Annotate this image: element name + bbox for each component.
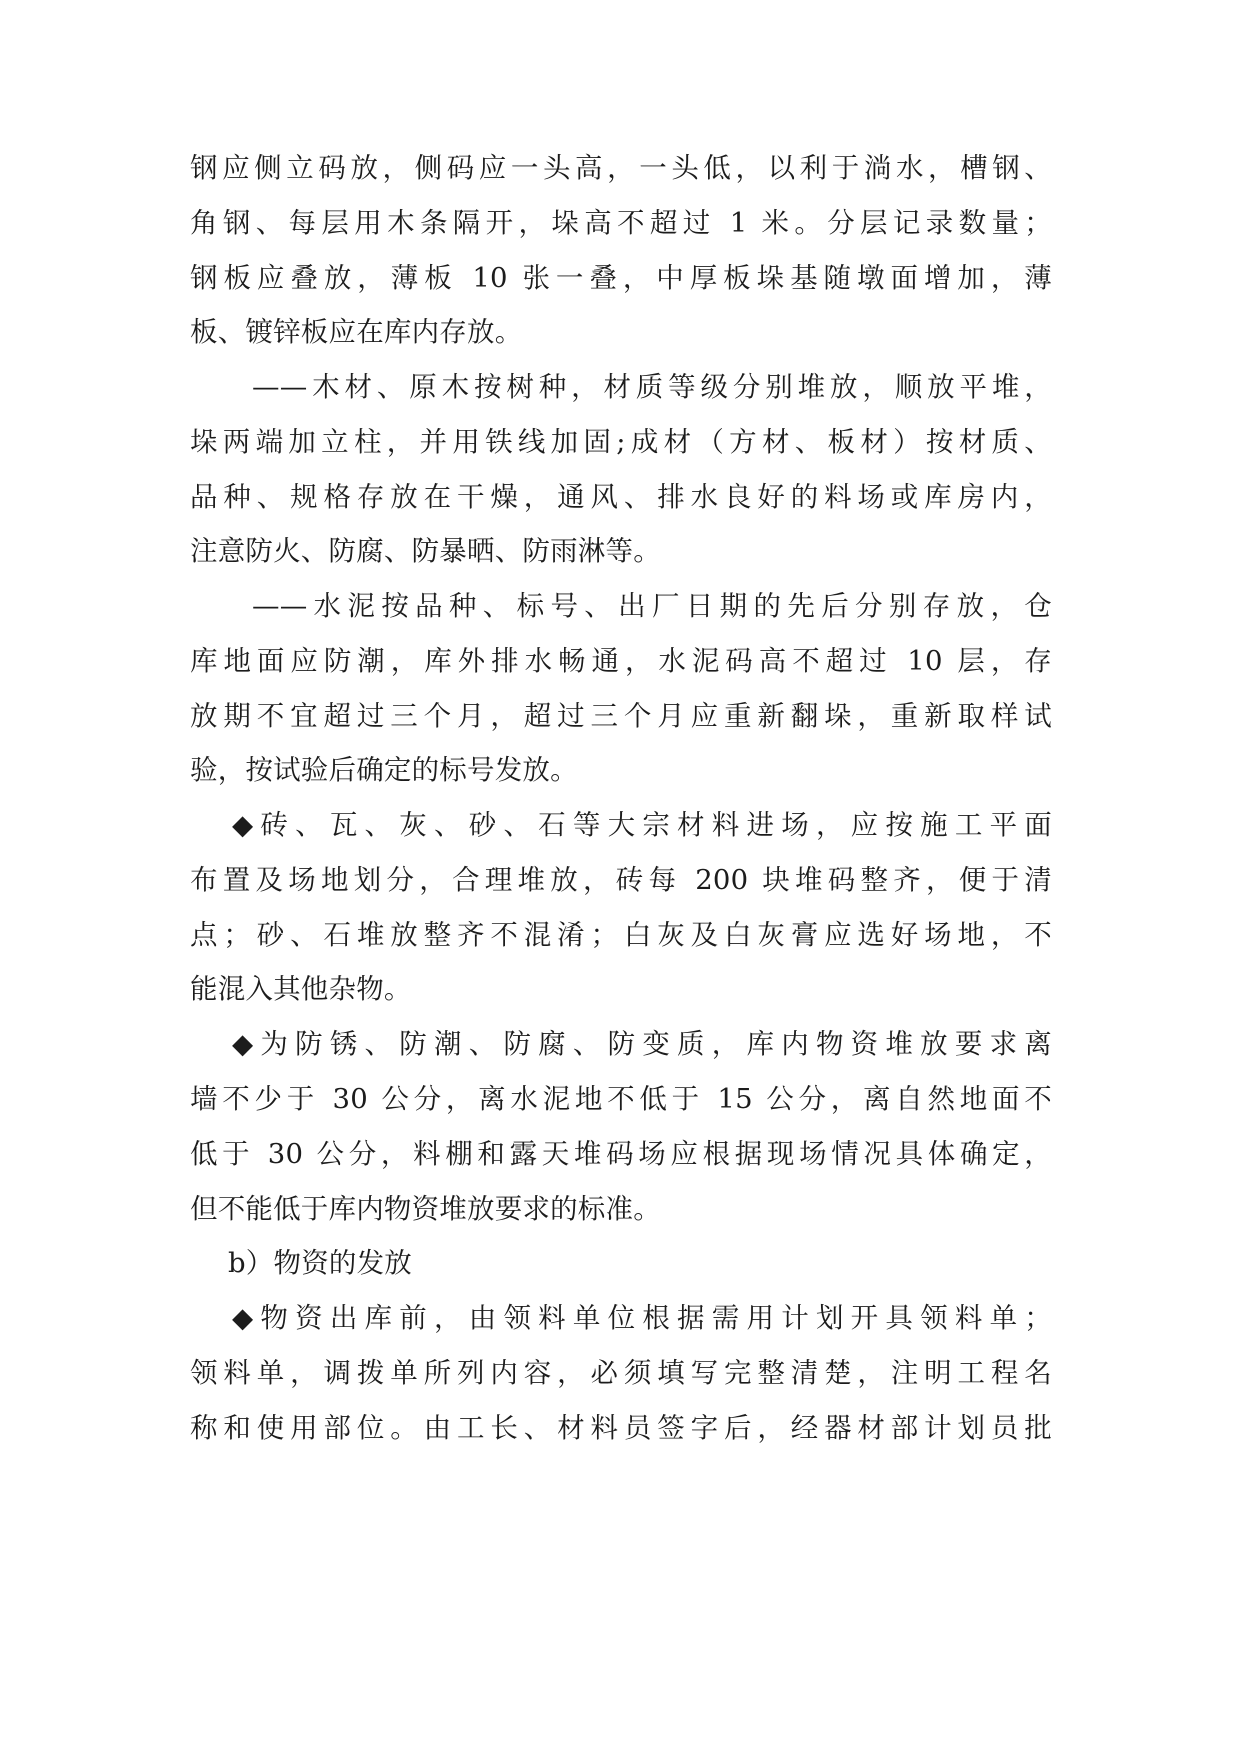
text-line: 墙不少于 30 公分，离水泥地不低于 15 公分，离自然地面不	[190, 1083, 1052, 1116]
text-line: 领料单，调拨单所列内容，必须填写完整清楚，注明工程名	[190, 1356, 1052, 1389]
text-line: 垛两端加立柱，并用铁线加固;成材（方材、板材）按材质、	[190, 425, 1052, 458]
body-text	[190, 141, 1052, 1455]
text-line: 库地面应防潮，库外排水畅通，水泥码高不超过 10 层，存	[190, 644, 1052, 677]
text-line: ◆为防锈、防潮、防腐、防变质，库内物资堆放要求离	[232, 1028, 1052, 1061]
text-line: 布置及场地划分，合理堆放，砖每 200 块堆码整齐，便于清	[190, 863, 1052, 896]
text-line: ——木材、原木按树种，材质等级分别堆放，顺放平堆，	[252, 371, 1052, 404]
paragraph-storage-clearance	[190, 1017, 1052, 1236]
paragraph-bulk-materials	[190, 798, 1052, 1017]
section-heading-material-issue	[190, 1236, 1052, 1291]
paragraph-steel-stacking	[190, 141, 1052, 360]
text-line: 放期不宜超过三个月，超过三个月应重新翻垛，重新取样试	[190, 699, 1052, 732]
text-line: 板、镀锌板应在库内存放。	[190, 316, 523, 349]
paragraph-timber-storage	[190, 360, 1052, 579]
text-line: ◆物资出库前，由领料单位根据需用计划开具领料单；	[232, 1302, 1052, 1335]
text-line: 能混入其他杂物。	[190, 973, 412, 1006]
section-heading: b）物资的发放	[228, 1247, 413, 1280]
paragraph-material-issue	[190, 1291, 1052, 1455]
text-line: ◆砖、瓦、灰、砂、石等大宗材料进场，应按施工平面	[232, 809, 1052, 842]
text-line: 验，按试验后确定的标号发放。	[190, 754, 578, 787]
text-line: 钢应侧立码放，侧码应一头高，一头低，以利于淌水，槽钢、	[190, 152, 1052, 184]
text-line: 注意防火、防腐、防暴晒、防雨淋等。	[190, 535, 661, 568]
text-line: 钢板应叠放，薄板 10 张一叠，中厚板垛基随墩面增加，薄	[190, 261, 1052, 294]
text-line: ——水泥按品种、标号、出厂日期的先后分别存放，仓	[252, 590, 1052, 623]
paragraph-cement-storage	[190, 579, 1052, 798]
text-line: 称和使用部位。由工长、材料员签字后，经器材部计划员批	[190, 1411, 1052, 1444]
text-line: 低于 30 公分，料棚和露天堆码场应根据现场情况具体确定，	[190, 1137, 1052, 1170]
text-line: 品种、规格存放在干燥，通风、排水良好的料场或库房内，	[190, 480, 1052, 513]
text-line: 角钢、每层用木条隔开，垛高不超过 1 米。分层记录数量；	[190, 206, 1052, 239]
text-line: 但不能低于库内物资堆放要求的标准。	[190, 1192, 661, 1225]
text-line: 点；砂、石堆放整齐不混淆；白灰及白灰膏应选好场地，不	[190, 918, 1052, 951]
